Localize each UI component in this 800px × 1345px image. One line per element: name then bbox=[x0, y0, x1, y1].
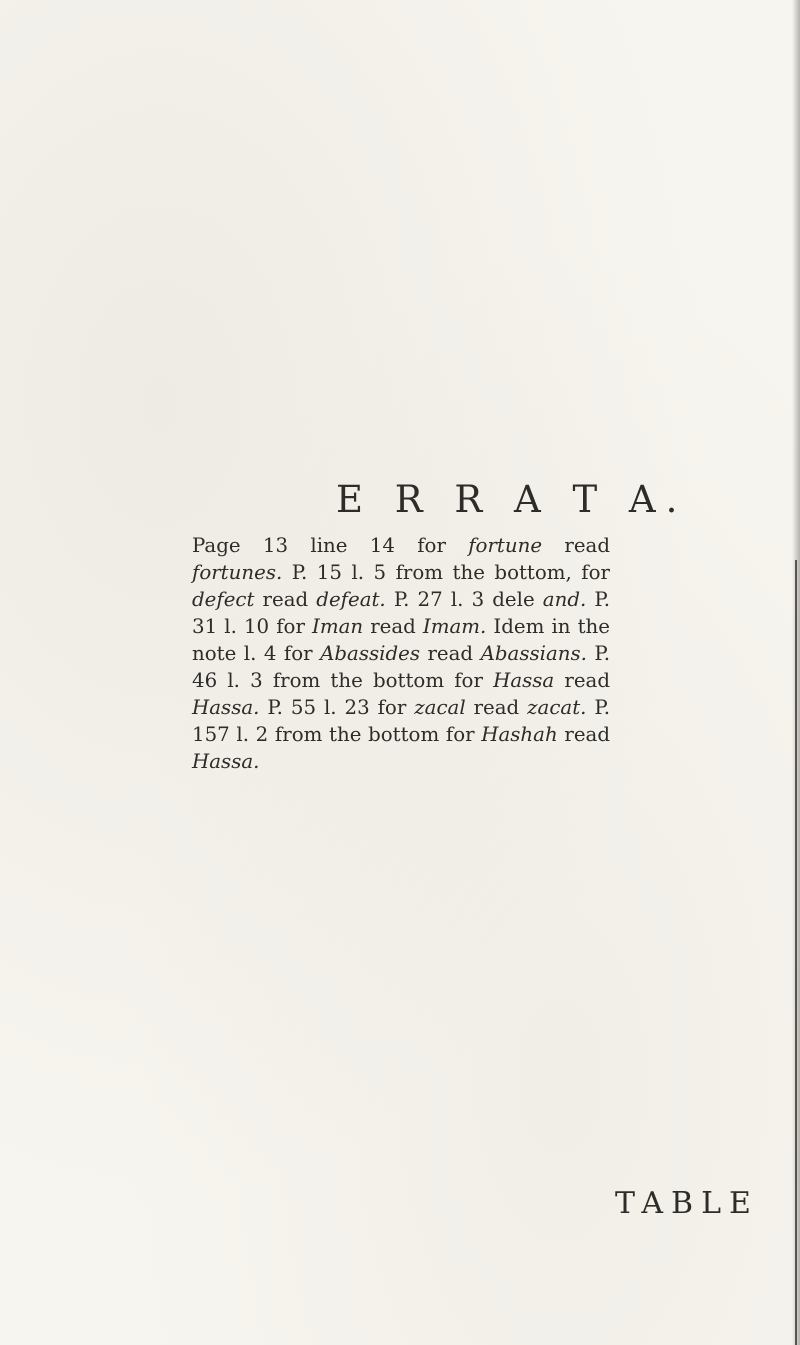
errata-italic-word: and. bbox=[542, 588, 587, 611]
errata-italic-word: zacal bbox=[414, 696, 466, 719]
errata-italic-word: defeat. bbox=[316, 588, 386, 611]
errata-italic-word: Iman bbox=[312, 615, 364, 638]
errata-text-run: P. 157 l. 2 from the bottom for bbox=[192, 696, 610, 746]
errata-italic-word: Hashah bbox=[481, 723, 558, 746]
errata-italic-word: Hassa. bbox=[192, 750, 260, 773]
errata-text-run: read bbox=[554, 669, 610, 692]
errata-italic-word: Abassides bbox=[320, 642, 420, 665]
errata-text-run: P. 46 l. 3 from the bottom for bbox=[192, 642, 610, 692]
errata-text-run: read bbox=[420, 642, 481, 665]
errata-text-run: Idem in the note l. 4 for bbox=[192, 615, 610, 665]
errata-heading: E R R A T A. bbox=[336, 478, 688, 521]
errata-italic-word: defect bbox=[192, 588, 255, 611]
errata-text-run: read bbox=[542, 534, 610, 557]
errata-italic-word: zacat. bbox=[527, 696, 587, 719]
errata-italic-word: Imam. bbox=[422, 615, 487, 638]
errata-text-run: read bbox=[254, 588, 317, 611]
errata-italic-word: Hassa bbox=[493, 669, 555, 692]
errata-text-run: P. 31 l. 10 for bbox=[192, 588, 610, 638]
errata-text-run: read bbox=[557, 723, 610, 746]
errata-text-run: P. 15 l. 5 from the bottom, for bbox=[282, 561, 610, 584]
errata-text-run: P. 27 l. 3 dele bbox=[385, 588, 543, 611]
errata-italic-word: fortunes. bbox=[192, 561, 283, 584]
errata-text bbox=[192, 532, 610, 775]
page-edge-line bbox=[795, 560, 797, 1345]
errata-text-run: P. 55 l. 23 for bbox=[259, 696, 415, 719]
errata-text-run: Page 13 line 14 for bbox=[192, 534, 469, 557]
errata-italic-word: fortune bbox=[468, 534, 543, 557]
catchword: TABLE bbox=[615, 1186, 759, 1221]
errata-italic-word: Hassa. bbox=[192, 696, 260, 719]
errata-text-run: read bbox=[465, 696, 528, 719]
errata-italic-word: Abassians. bbox=[480, 642, 587, 665]
errata-text-run: read bbox=[363, 615, 423, 638]
